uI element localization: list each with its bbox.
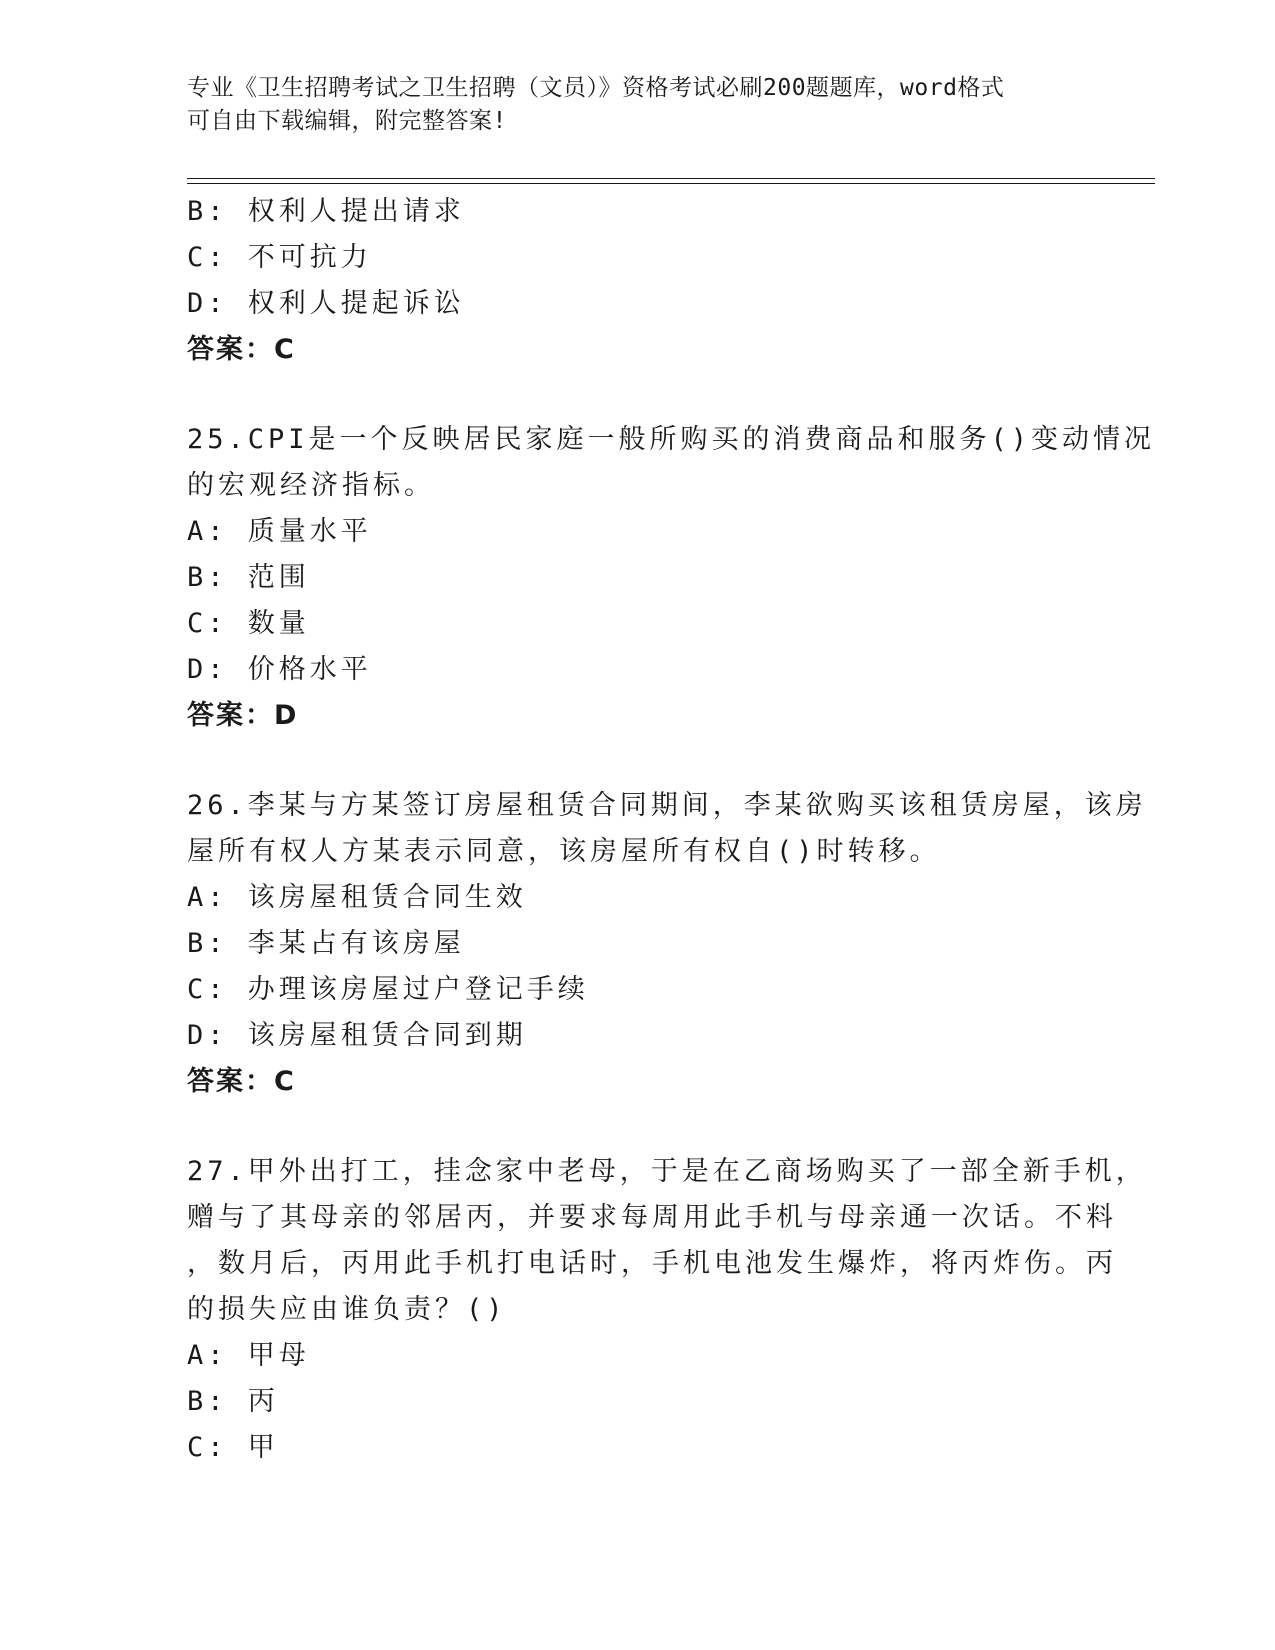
- question-24-tail: [187, 189, 1087, 373]
- question-stem-line: 26.李某与方某签订房屋租赁合同期间，李某欲购买该租赁房屋，该房: [187, 790, 1147, 821]
- option-a: A: 甲母: [187, 1340, 310, 1371]
- option-c: C: 不可抗力: [187, 242, 372, 273]
- question-27: [187, 1149, 1147, 1471]
- question-stem-line: 赠与了其母亲的邻居丙，并要求每周用此手机与母亲通一次话。不料: [187, 1202, 1117, 1233]
- question-list: [187, 189, 1156, 1471]
- answer-line: 答案：C: [187, 334, 296, 365]
- document-header: [187, 72, 1067, 138]
- question-stem-line: 27.甲外出打工，挂念家中老母，于是在乙商场购买了一部全新手机，: [187, 1156, 1147, 1187]
- question-25: [187, 417, 1156, 739]
- header-line-1: 专业《卫生招聘考试之卫生招聘（文员）》资格考试必刷200题题库，word格式: [187, 75, 1005, 101]
- option-c: C: 办理该房屋过户登记手续: [187, 974, 589, 1005]
- question-stem-line: 的宏观经济指标。: [187, 470, 435, 501]
- header-divider-bottom: [187, 183, 1155, 184]
- question-stem-line: ，数月后，丙用此手机打电话时，手机电池发生爆炸，将丙炸伤。丙: [187, 1248, 1117, 1279]
- question-stem-line: 的损失应由谁负责？(): [187, 1294, 507, 1325]
- answer-line: 答案：D: [187, 700, 299, 731]
- option-a: A: 该房屋租赁合同生效: [187, 882, 527, 913]
- question-stem-line: 屋所有权人方某表示同意，该房屋所有权自()时转移。: [187, 836, 941, 867]
- option-b: B: 权利人提出请求: [187, 196, 465, 227]
- header-divider-top: [187, 178, 1155, 179]
- option-b: B: 丙: [187, 1386, 279, 1417]
- option-d: D: 价格水平: [187, 654, 372, 685]
- option-c: C: 甲: [187, 1432, 279, 1463]
- header-line-2: 可自由下载编辑，附完整答案!: [187, 108, 507, 134]
- option-a: A: 质量水平: [187, 516, 372, 547]
- option-b: B: 范围: [187, 562, 310, 593]
- answer-line: 答案：C: [187, 1066, 296, 1097]
- option-b: B: 李某占有该房屋: [187, 928, 465, 959]
- question-26: [187, 783, 1147, 1105]
- option-c: C: 数量: [187, 608, 310, 639]
- question-stem-line: 25.CPI是一个反映居民家庭一般所购买的消费商品和服务()变动情况: [187, 424, 1156, 455]
- option-d: D: 权利人提起诉讼: [187, 288, 465, 319]
- option-d: D: 该房屋租赁合同到期: [187, 1020, 527, 1051]
